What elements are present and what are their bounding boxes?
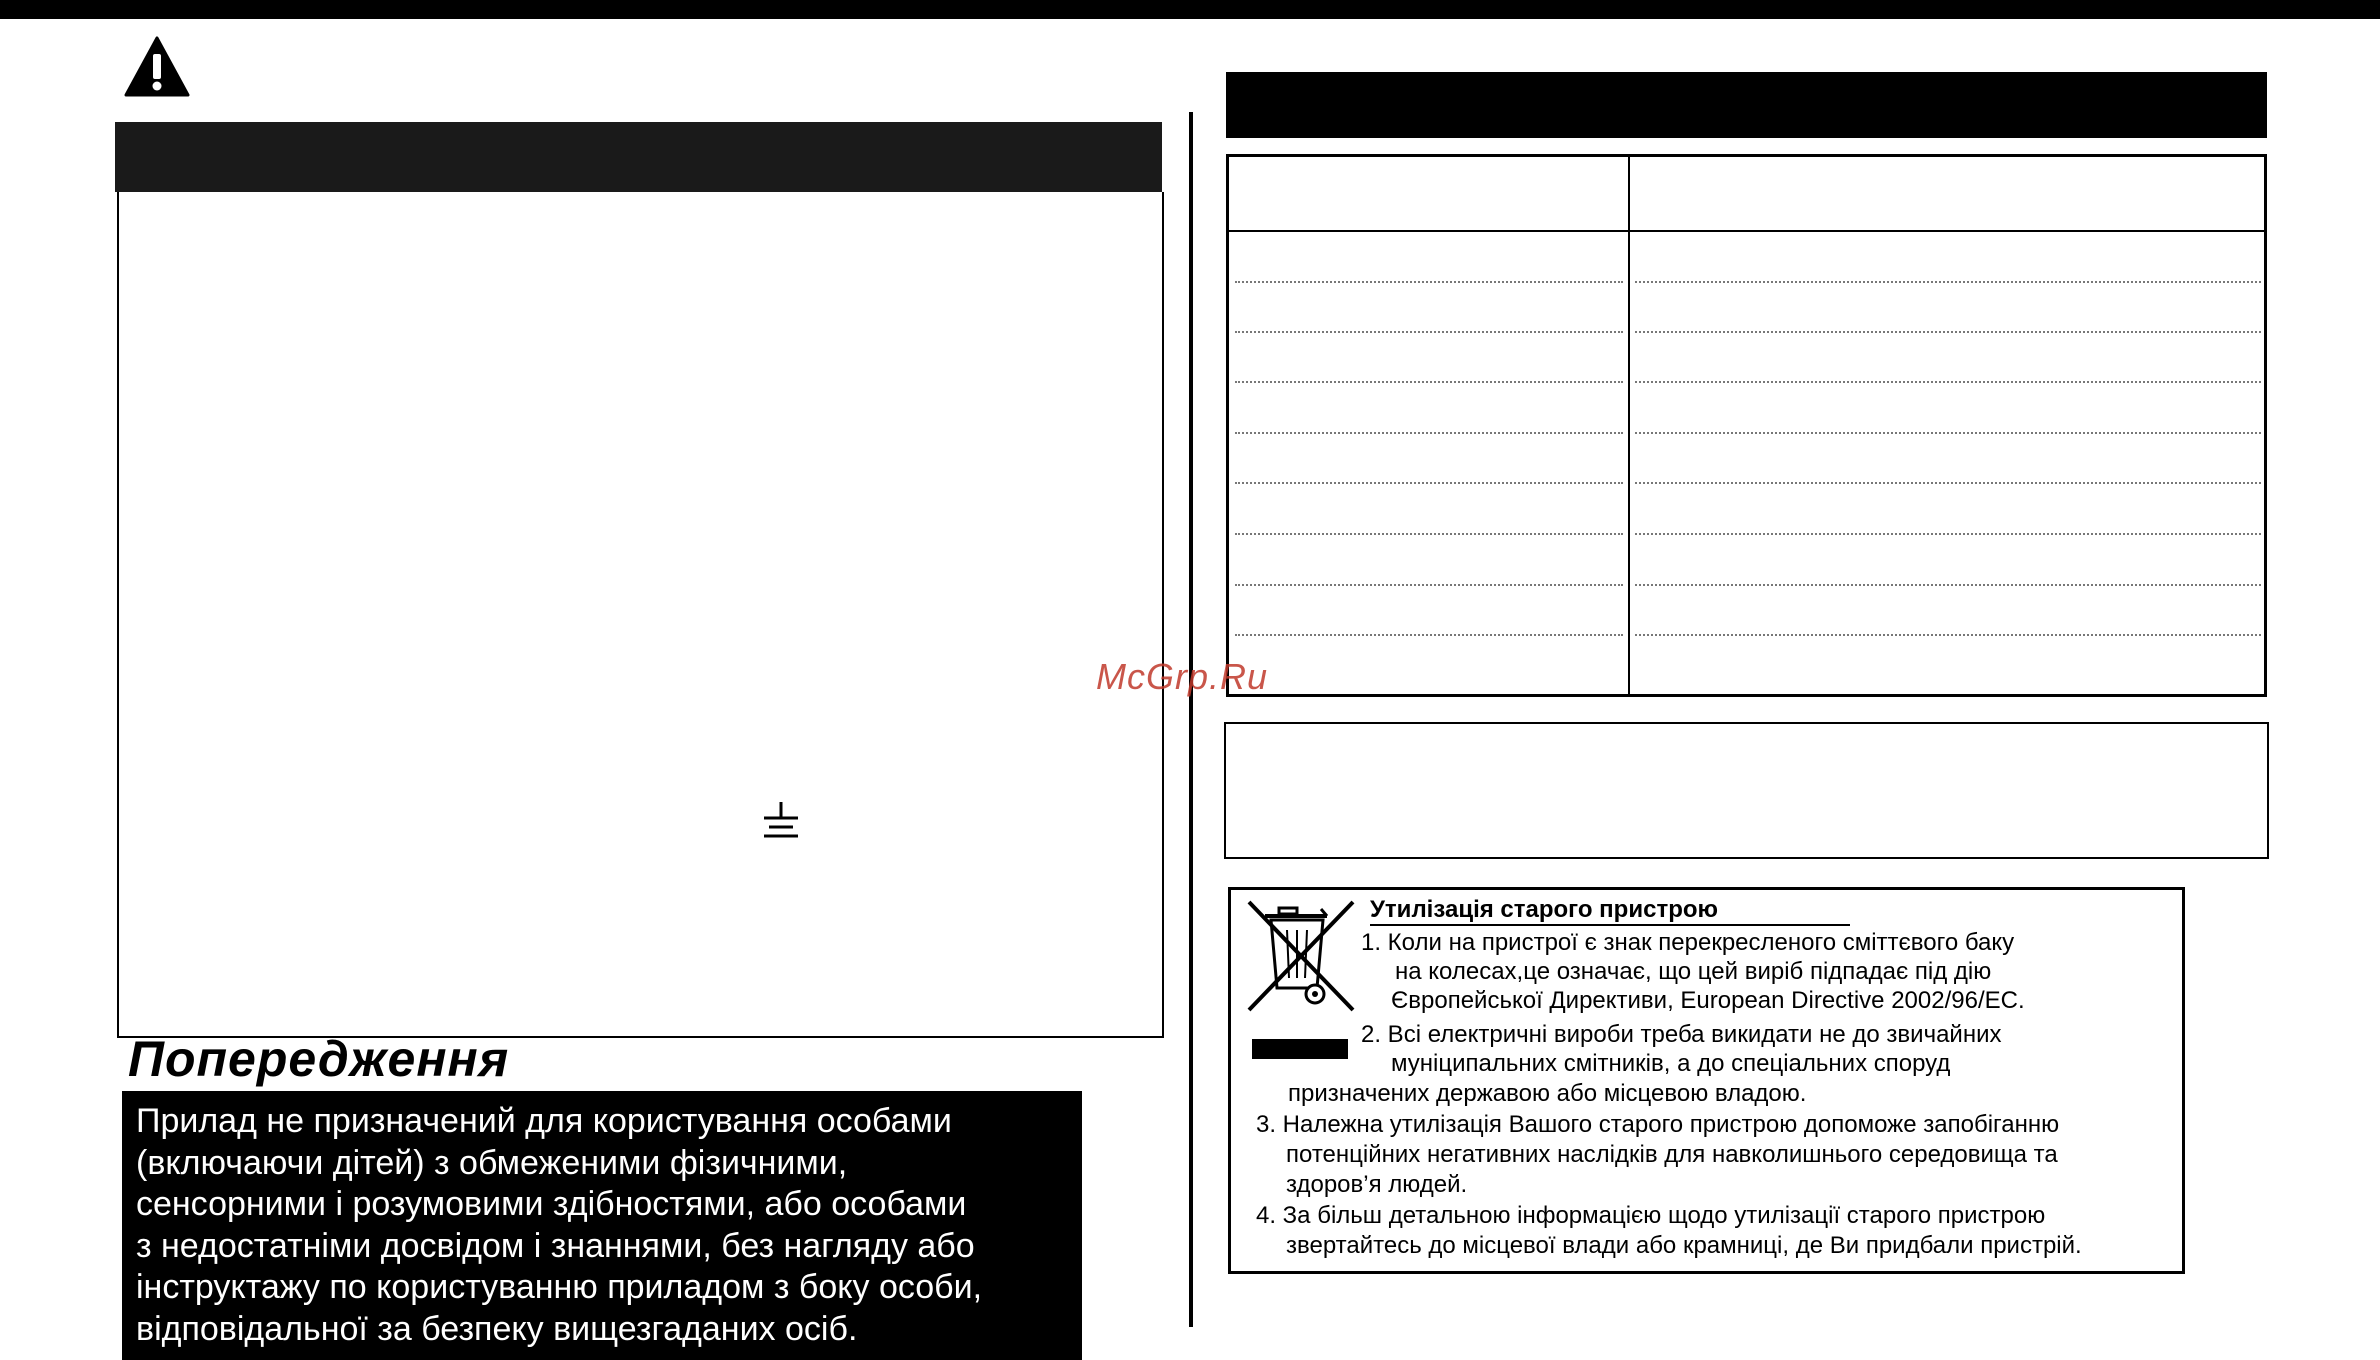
top-black-bar (0, 0, 2380, 19)
disposal-notice (1228, 887, 2185, 1274)
title-underline (1370, 924, 1850, 926)
ground-symbol-icon (760, 800, 802, 844)
warning-line: інструктажу по користуванню приладом з боку особи, (136, 1268, 983, 1306)
table-row (1635, 584, 2261, 586)
disposal-line: звертайтесь до місцевої влади або крамниці, де Ви придбали пристрій. (1286, 1232, 2082, 1259)
table-row (1235, 432, 1623, 434)
column-divider (1189, 112, 1193, 1327)
warning-line: (включаючи дітей) з обмеженими фізичними, (136, 1143, 848, 1182)
warning-triangle-icon (124, 36, 190, 98)
disposal-title: Утилізація старого пристрою (1370, 896, 1719, 923)
left-section-header (115, 122, 1162, 192)
disposal-line: 2. Всі електричні вироби треба викидати не до звичайних (1361, 1021, 2002, 1048)
disposal-line: на колесах,це означає, що цей виріб підпадає під дію (1395, 958, 1992, 985)
table-row (1235, 331, 1623, 333)
table-row (1235, 381, 1623, 383)
specifications-table (1226, 154, 2267, 697)
warning-text-box (122, 1091, 1082, 1360)
table-row (1635, 533, 2261, 535)
table-row (1235, 634, 1623, 636)
table-row (1635, 331, 2261, 333)
table-row (1235, 482, 1623, 484)
disposal-line: призначених державою або місцевою владою. (1288, 1080, 1807, 1107)
disposal-line: муніципальних смітників, а до спеціальних споруд (1391, 1050, 1951, 1077)
table-row (1235, 281, 1623, 283)
table-row (1635, 482, 2261, 484)
warning-line: Прилад не призначений для користування особами (136, 1102, 952, 1140)
table-column-divider (1628, 157, 1630, 694)
warning-title: Попередження (128, 1031, 510, 1087)
disposal-line: 1. Коли на пристрої є знак перекресленого сміттєвого баку (1361, 929, 2015, 956)
table-row (1635, 281, 2261, 283)
disposal-line: здоров’я людей. (1286, 1171, 1468, 1198)
table-row (1235, 584, 1623, 586)
bin-underline-bar (1252, 1039, 1348, 1059)
left-content-box (117, 192, 1164, 1038)
right-section-header (1226, 72, 2267, 138)
disposal-line: 3. Належна утилізація Вашого старого пристрою допоможе запобіганню (1256, 1111, 2060, 1138)
warning-line: з недостатніми досвідом і знаннями, без нагляду або (136, 1226, 975, 1265)
crossed-wheelie-bin-icon (1243, 900, 1359, 1014)
note-box (1224, 722, 2269, 859)
disposal-line: Європейської Директиви, European Directive 2002/96/EC. (1391, 987, 2025, 1014)
disposal-line: потенційних негативних наслідків для навколишнього середовища та (1286, 1141, 2058, 1168)
table-row (1635, 432, 2261, 434)
table-row (1635, 634, 2261, 636)
disposal-line: 4. За більш детальною інформацією щодо утилізації старого пристрою (1256, 1202, 2046, 1229)
table-row (1635, 381, 2261, 383)
watermark: McGrp.Ru (1096, 656, 1269, 697)
warning-line: відповідальної за безпеку вищезгаданих осіб. (136, 1309, 858, 1348)
warning-line: сенсорними і розумовими здібностями, або особами (136, 1185, 967, 1223)
table-header-divider (1229, 230, 2264, 232)
table-row (1235, 533, 1623, 535)
